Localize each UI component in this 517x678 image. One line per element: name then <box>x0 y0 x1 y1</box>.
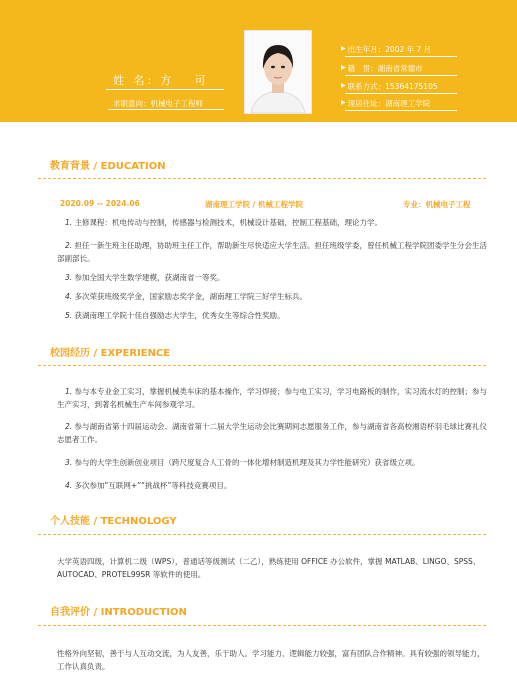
info-hometown: ▶ 籍 贯：湖南省常德市 <box>341 64 423 73</box>
list-item: 2. 参与湖南省第十四届运动会、湖南省第十二届大学生运动会比赛期间志愿服务工作，参与湖南省各高校湘语杯羽毛球比赛礼仪志愿者工作。 <box>57 422 488 444</box>
info-underline <box>345 93 457 94</box>
name-field <box>113 72 216 88</box>
section-title-introduction: 自我评价 / INTRODUCTION <box>50 607 187 618</box>
list-item: 3. 参加全国大学生数学建模，获湖南省一等奖。 <box>65 273 225 282</box>
triangle-icon: ▶ <box>341 82 346 89</box>
triangle-icon: ▶ <box>341 45 346 52</box>
edu-major: 专业：机械电子工程 <box>403 200 471 209</box>
list-item: 1. 参与本专业金工实习，掌握机械类车床的基本操作，学习焊接；参与电工实习，学习电路板的制作，实习流水灯的控制；参与生产实习，到著名机械生产车间参观学习。 <box>57 387 488 409</box>
list-item: 4. 多次参加“互联网+”“挑战杯”等科技竞赛项目。 <box>65 481 232 490</box>
edu-school: 湖南理工学院 / 机械工程学院 <box>205 200 303 209</box>
section-divider <box>38 365 486 366</box>
section-divider <box>38 625 486 626</box>
intent-underline <box>108 109 224 110</box>
edu-period: 2020.09 -- 2024.06 <box>60 199 140 208</box>
job-intent: 求职意向：机械电子工程师 <box>113 99 203 108</box>
section-divider <box>38 534 486 535</box>
info-underline <box>345 75 457 76</box>
section-divider <box>38 178 486 179</box>
section-title-education: 教育背景 / EDUCATION <box>50 161 166 172</box>
portrait-image <box>245 31 311 113</box>
section-title-experience: 校园经历 / EXPERIENCE <box>50 348 171 359</box>
info-address: ▶ 现居住址：湖南理工学院 <box>341 99 431 108</box>
info-underline <box>345 56 457 57</box>
name-underline <box>106 89 224 90</box>
info-birth: ▶ 出生年月：2002 年 7 月 <box>341 45 432 54</box>
self-evaluation-text: 性格外向坚韧，善于与人互动交流，为人友善，乐于助人。学习能力、逻辑能力较强，富有团队合作精神。具有较强的领导能力，工作认真负责。 <box>57 649 485 671</box>
triangle-icon: ▶ <box>341 64 346 71</box>
name-value: 方 可 <box>160 74 216 87</box>
profile-photo <box>244 30 312 114</box>
list-item: 1. 主修课程：机电传动与控制，传感器与检测技术，机械设计基础，控制工程基础，理论力学。 <box>65 218 383 227</box>
skills-text: 大学英语四级，计算机二级（WPS），普通话等级测试（二乙），熟练使用 OFFICE 办公软件，掌握 MATLAB、LINGO、SPSS、AUTOCAD、PROTEL99SR 等软件的使用。 <box>57 557 481 579</box>
list-item: 4. 多次荣获班级奖学金，国家励志奖学金，湖南理工学院三好学生标兵。 <box>65 292 308 301</box>
list-item: 3. 参与的大学生创新创业项目（跨尺度复合人工骨的一体化增材制造机理及其力学性能研究）获省级立项。 <box>65 458 420 467</box>
list-item: 2. 担任一新生班主任助理，协助班主任工作，帮助新生尽快适应大学生活。担任班级学委，曾任机械工程学院团委学生分会生活部副部长。 <box>57 241 488 263</box>
info-phone: ▶ 联系方式：15364175105 <box>341 82 438 91</box>
info-underline <box>345 110 457 111</box>
name-label: 姓 名: <box>113 74 155 87</box>
section-title-technology: 个人技能 / TECHNOLOGY <box>50 516 177 527</box>
list-item: 5. 获湖南理工学院十佳自强励志大学生，优秀女生等综合性奖励。 <box>65 311 285 320</box>
triangle-icon: ▶ <box>341 99 346 106</box>
